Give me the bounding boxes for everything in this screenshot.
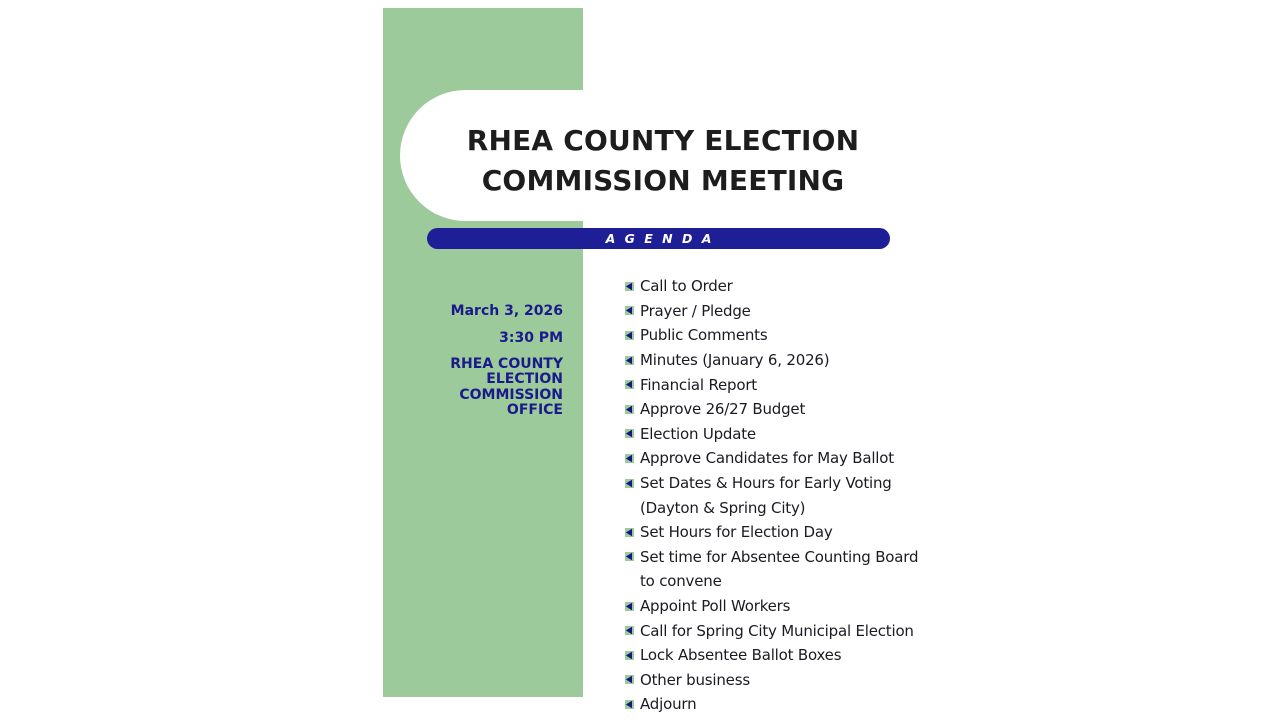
agenda-item-row [625,348,918,373]
agenda-item-label: Approve 26/27 Budget [640,400,806,419]
meeting-location-line: RHEA COUNTY [450,356,563,372]
agenda-item-row [625,422,918,447]
agenda-list [625,274,918,717]
square-triangle-bullet-icon [625,331,634,340]
agenda-item-label: Set Dates & Hours for Early Voting [640,474,892,493]
agenda-item-label: Minutes (January 6, 2026) [640,351,830,370]
agenda-item-row [625,668,918,693]
agenda-item-row [625,569,918,594]
square-triangle-bullet-icon [625,626,634,635]
meeting-date: March 3, 2026 [450,303,563,319]
agenda-item-row [625,643,918,668]
agenda-item-label: Lock Absentee Ballot Boxes [640,646,842,665]
square-triangle-bullet-icon [625,675,634,684]
square-triangle-bullet-icon [625,380,634,389]
agenda-item-label: Election Update [640,424,756,443]
square-triangle-bullet-icon [625,651,634,660]
square-triangle-bullet-icon [625,602,634,611]
agenda-item-label: Financial Report [640,375,757,394]
agenda-item-row [625,372,918,397]
square-triangle-bullet-icon [625,528,634,537]
square-triangle-bullet-icon [625,356,634,365]
agenda-item-label: Call to Order [640,277,733,296]
square-triangle-bullet-icon [625,552,634,561]
meeting-location-line: ELECTION [486,371,563,388]
square-triangle-bullet-icon [625,306,634,315]
meeting-title-line2: COMMISSION MEETING [481,164,845,197]
agenda-item-row [625,299,918,324]
meeting-location [450,357,563,419]
agenda-item-row [625,545,918,570]
square-triangle-bullet-icon [625,700,634,709]
agenda-item-label: Appoint Poll Workers [640,597,791,616]
agenda-item-label: Approve Candidates for May Ballot [640,449,894,468]
square-triangle-bullet-icon [625,429,634,438]
agenda-item-label: (Dayton & Spring City) [640,498,806,517]
agenda-item-row [625,495,918,520]
meeting-title [430,121,896,201]
agenda-item-label: Set time for Absentee Counting Board [640,547,919,566]
agenda-item-row [625,618,918,643]
agenda-item-label: Public Comments [640,326,768,345]
agenda-item-row [625,274,918,299]
meeting-location-line: COMMISSION [459,386,563,403]
agenda-item-label: to convene [640,572,722,591]
agenda-item-row [625,397,918,422]
square-triangle-bullet-icon [625,282,634,291]
agenda-item-label: Adjourn [640,695,697,714]
agenda-item-row [625,446,918,471]
agenda-item-row [625,323,918,348]
square-triangle-bullet-icon [625,454,634,463]
agenda-item-label: Call for Spring City Municipal Election [640,621,914,640]
square-triangle-bullet-icon [625,479,634,488]
square-triangle-bullet-icon [625,405,634,414]
agenda-item-row [625,471,918,496]
meeting-title-line1: RHEA COUNTY ELECTION [466,124,860,157]
agenda-item-label: Other business [640,670,750,689]
agenda-item-label: Set Hours for Election Day [640,523,833,542]
agenda-banner-label: A G E N D A [605,231,714,246]
meeting-time: 3:30 PM [499,330,563,346]
meeting-location-line: OFFICE [506,402,563,419]
agenda-item-label: Prayer / Pledge [640,301,751,320]
agenda-item-row [625,520,918,545]
agenda-item-row [625,692,918,717]
agenda-banner [427,228,890,249]
meeting-info [450,303,563,419]
agenda-item-row [625,594,918,619]
